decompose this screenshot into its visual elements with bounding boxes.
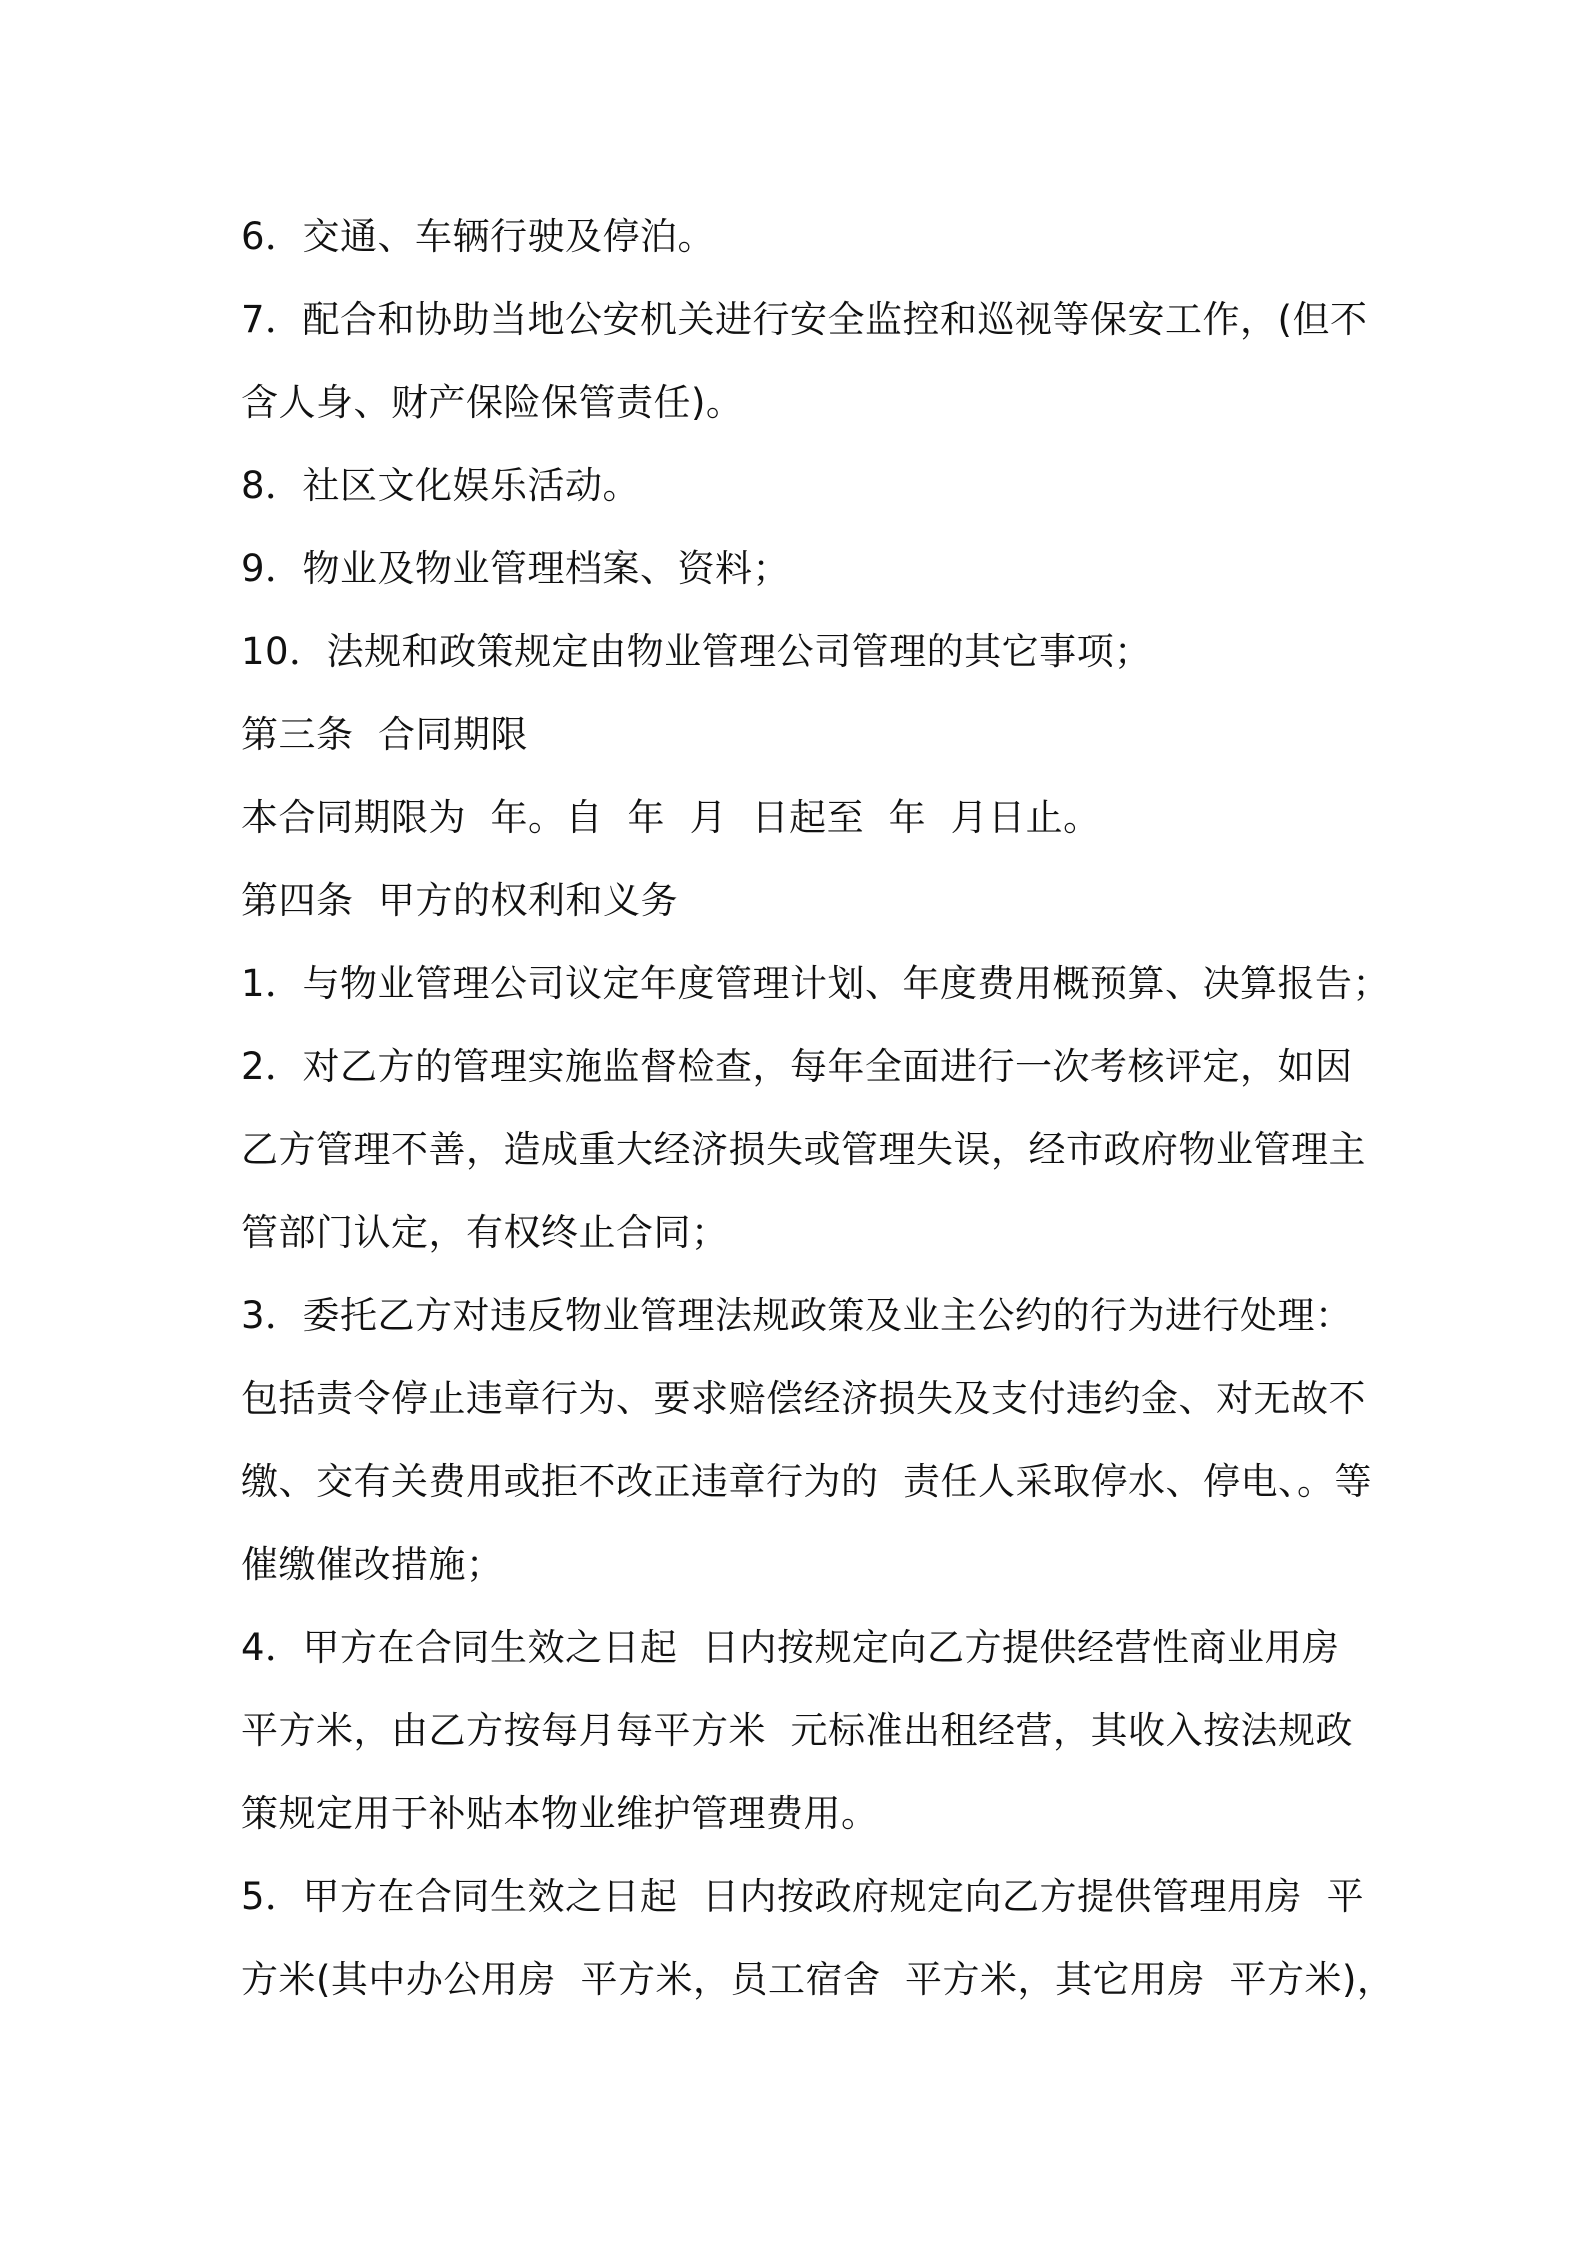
party-a-item-5-line-2: 方米(其中办公用房 平方米，员工宿舍 平方米，其它用房 平方米)， <box>241 1958 1395 2001</box>
party-a-item-2-line-1: 2．对乙方的管理实施监督检查，每年全面进行一次考核评定，如因 <box>241 1045 1353 1088</box>
party-a-item-4-line-1: 4．甲方在合同生效之日起 日内按规定向乙方提供经营性商业用房 <box>241 1626 1340 1669</box>
item-7-security-line-1: 7．配合和协助当地公安机关进行安全监控和巡视等保安工作，(但不 <box>241 298 1368 341</box>
party-a-item-5-line-1: 5．甲方在合同生效之日起 日内按政府规定向乙方提供管理用房 平 <box>241 1875 1365 1918</box>
party-a-item-3-line-2: 包括责令停止违章行为、要求赔偿经济损失及支付违约金、对无故不 <box>241 1377 1366 1420</box>
party-a-item-3-line-3: 缴、交有关费用或拒不改正违章行为的 责任人采取停水、停电、。等 <box>241 1460 1373 1503</box>
item-10-other-matters: 10．法规和政策规定由物业管理公司管理的其它事项； <box>241 630 1152 673</box>
party-a-item-2-line-2: 乙方管理不善，造成重大经济损失或管理失误，经市政府物业管理主 <box>241 1128 1366 1171</box>
party-a-item-2-line-3: 管部门认定，有权终止合同； <box>241 1211 729 1254</box>
contract-term-text: 本合同期限为 年。自 年 月 日起至 年 月日止。 <box>241 796 1101 839</box>
party-a-item-4-line-3: 策规定用于补贴本物业维护管理费用。 <box>241 1792 879 1835</box>
item-6-traffic: 6．交通、车辆行驶及停泊。 <box>241 215 716 258</box>
party-a-item-3-line-1: 3．委托乙方对违反物业管理法规政策及业主公约的行为进行处理： <box>241 1294 1353 1337</box>
item-7-security-line-2: 含人身、财产保险保管责任)。 <box>241 381 744 424</box>
party-a-item-1: 1．与物业管理公司议定年度管理计划、年度费用概预算、决算报告； <box>241 962 1391 1005</box>
article-4-heading: 第四条 甲方的权利和义务 <box>241 879 679 922</box>
party-a-item-3-line-4: 催缴催改措施； <box>241 1543 504 1586</box>
document-body <box>241 195 1395 2021</box>
item-8-community: 8．社区文化娱乐活动。 <box>241 464 641 507</box>
item-9-archives: 9．物业及物业管理档案、资料； <box>241 547 791 590</box>
party-a-item-4-line-2: 平方米，由乙方按每月每平方米 元标准出租经营，其收入按法规政 <box>241 1709 1354 1752</box>
article-3-heading: 第三条 合同期限 <box>241 713 529 756</box>
